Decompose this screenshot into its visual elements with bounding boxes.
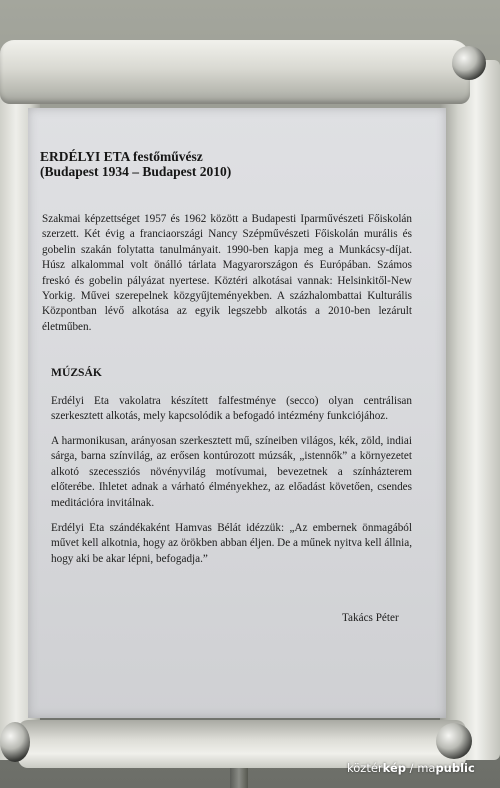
watermark-part-1: köztér [347, 761, 383, 775]
section-heading: MÚZSÁK [51, 366, 102, 379]
frame-top-rail [0, 40, 470, 104]
frame-corner-bottom-right [436, 723, 472, 759]
watermark-part-4: ma [417, 761, 436, 775]
artist-dates: (Budapest 1934 – Budapest 2010) [40, 164, 232, 179]
description-paragraph-2: A harmonikusan, arányosan szerkesztett mű, színeiben világos, kék, zöld, indiai sárga, barna színvilág, az erősen kontúrozott múzsák, „istennők” a környezetet alkotó szecessziós növényvilág motívumai, bevezetnek a színházterem előterébe. Ihletet adnak a várható élményekhez, az előadást követően, csendes meditációra invitálnak. [51, 435, 412, 509]
quote-paragraph: Erdélyi Eta szándékaként Hamvas Bélát idézzük: „Az embernek önmagából művet kell alkotnia, hogy az örökben abban éljen. De a műnek nyitva kell állnia, hogy aki be akar lépni, befogadja.” [51, 522, 412, 565]
source-watermark [347, 761, 475, 775]
artist-title: ERDÉLYI ETA festőművész [40, 149, 203, 164]
frame-corner-top-right [452, 46, 486, 80]
watermark-part-5: public [435, 761, 475, 775]
description-paragraph-1: Erdélyi Eta vakolatra készített falfestménye (secco) olyan centrálisan szerkesztett alkotás, mely kapcsolódik a befogadó intézmény funkciójához. [51, 395, 412, 423]
frame-corner-bottom-left [0, 722, 30, 762]
author-signature: Takács Péter [342, 612, 399, 624]
biography-paragraph: Szakmai képzettséget 1957 és 1962 között a Budapesti Iparművészeti Főiskolán szerzett. Két évig a franciaországi Nancy Szépművészeti Főiskolán murális és gobelin szakán folytatta tanulmányait. 1990-ben kapja meg a Munkácsy-díjat. Húsz alkalommal volt önálló tárlata Magyarországon és Európában. Számos freskó és gobelin pályázat nyertese. Köztéri alkotásai vannak: Helsinkitől-New Yorkig. Művei szerepelnek közgyűjteményekben. A százhalombattai Kulturális Központban lévő alkotása az egyik legszebb alkotás a 2010-ben lezárult életműben. [42, 213, 412, 333]
frame-right-rail [440, 60, 500, 760]
watermark-part-2: kép [382, 761, 407, 775]
watermark-part-3: / [406, 761, 418, 775]
